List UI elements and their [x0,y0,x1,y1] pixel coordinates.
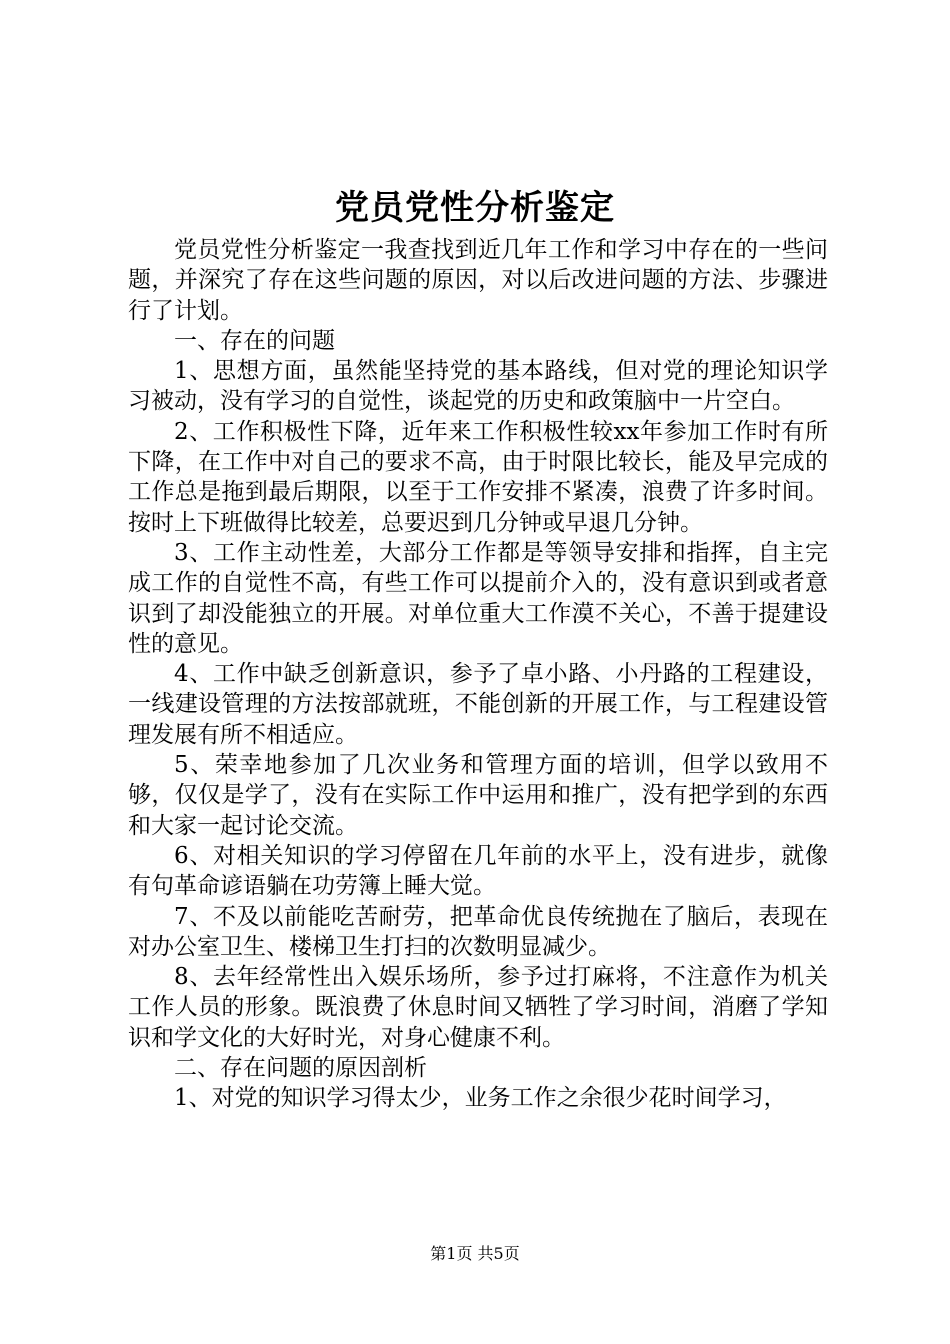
problem-item-1: 1、思想方面，虽然能坚持党的基本路线，但对党的理论知识学习被动，没有学习的自觉性，谈起党的历史和政策脑中一片空白。 [128,358,828,415]
document-title: 党员党性分析鉴定 [335,188,615,228]
page-footer: 第1页 共5页 [430,1244,520,1263]
document-body [128,235,828,1114]
problem-item-5: 5、荣幸地参加了几次业务和管理方面的培训，但学以致用不够，仅仅是学了，没有在实际工作中运用和推广，没有把学到的东西和大家一起讨论交流。 [128,752,828,839]
problem-item-8: 8、去年经常性出入娱乐场所，参予过打麻将，不注意作为机关工作人员的形象。既浪费了休息时间又牺牲了学习时间，消磨了学知识和学文化的大好时光，对身心健康不利。 [128,964,828,1051]
section-heading-causes: 二、存在问题的原因剖析 [174,1055,427,1082]
intro-paragraph: 党员党性分析鉴定一我查找到近几年工作和学习中存在的一些问题，并深究了存在这些问题的原因，对以后改进问题的方法、步骤进行了计划。 [128,237,828,324]
problem-item-3: 3、工作主动性差，大部分工作都是等领导安排和指挥，自主完成工作的自觉性不高，有些工作可以提前介入的，没有意识到或者意识到了却没能独立的开展。对单位重大工作漠不关心，不善于提建设性的意见。 [128,539,828,657]
cause-item-1: 1、对党的知识学习得太少，业务工作之余很少花时间学习， [174,1085,787,1112]
problem-item-7: 7、不及以前能吃苦耐劳，把革命优良传统抛在了脑后，表现在对办公室卫生、楼梯卫生打扫的次数明显减少。 [128,903,828,960]
problem-item-2: 2、工作积极性下降，近年来工作积极性较xx年参加工作时有所下降，在工作中对自己的要求不高，由于时限比较长，能及早完成的工作总是拖到最后期限，以至于工作安排不紧凑，浪费了许多时间。按时上下班做得比较差，总要迟到几分钟或早退几分钟。 [128,418,828,536]
problem-item-4: 4、工作中缺乏创新意识，参予了卓小路、小丹路的工程建设，一线建设管理的方法按部就班，不能创新的开展工作，与工程建设管理发展有所不相适应。 [128,661,828,748]
problem-item-6: 6、对相关知识的学习停留在几年前的水平上，没有进步，就像有句革命谚语躺在功劳簿上睡大觉。 [128,842,828,900]
section-heading-problems: 一、存在的问题 [174,327,335,354]
